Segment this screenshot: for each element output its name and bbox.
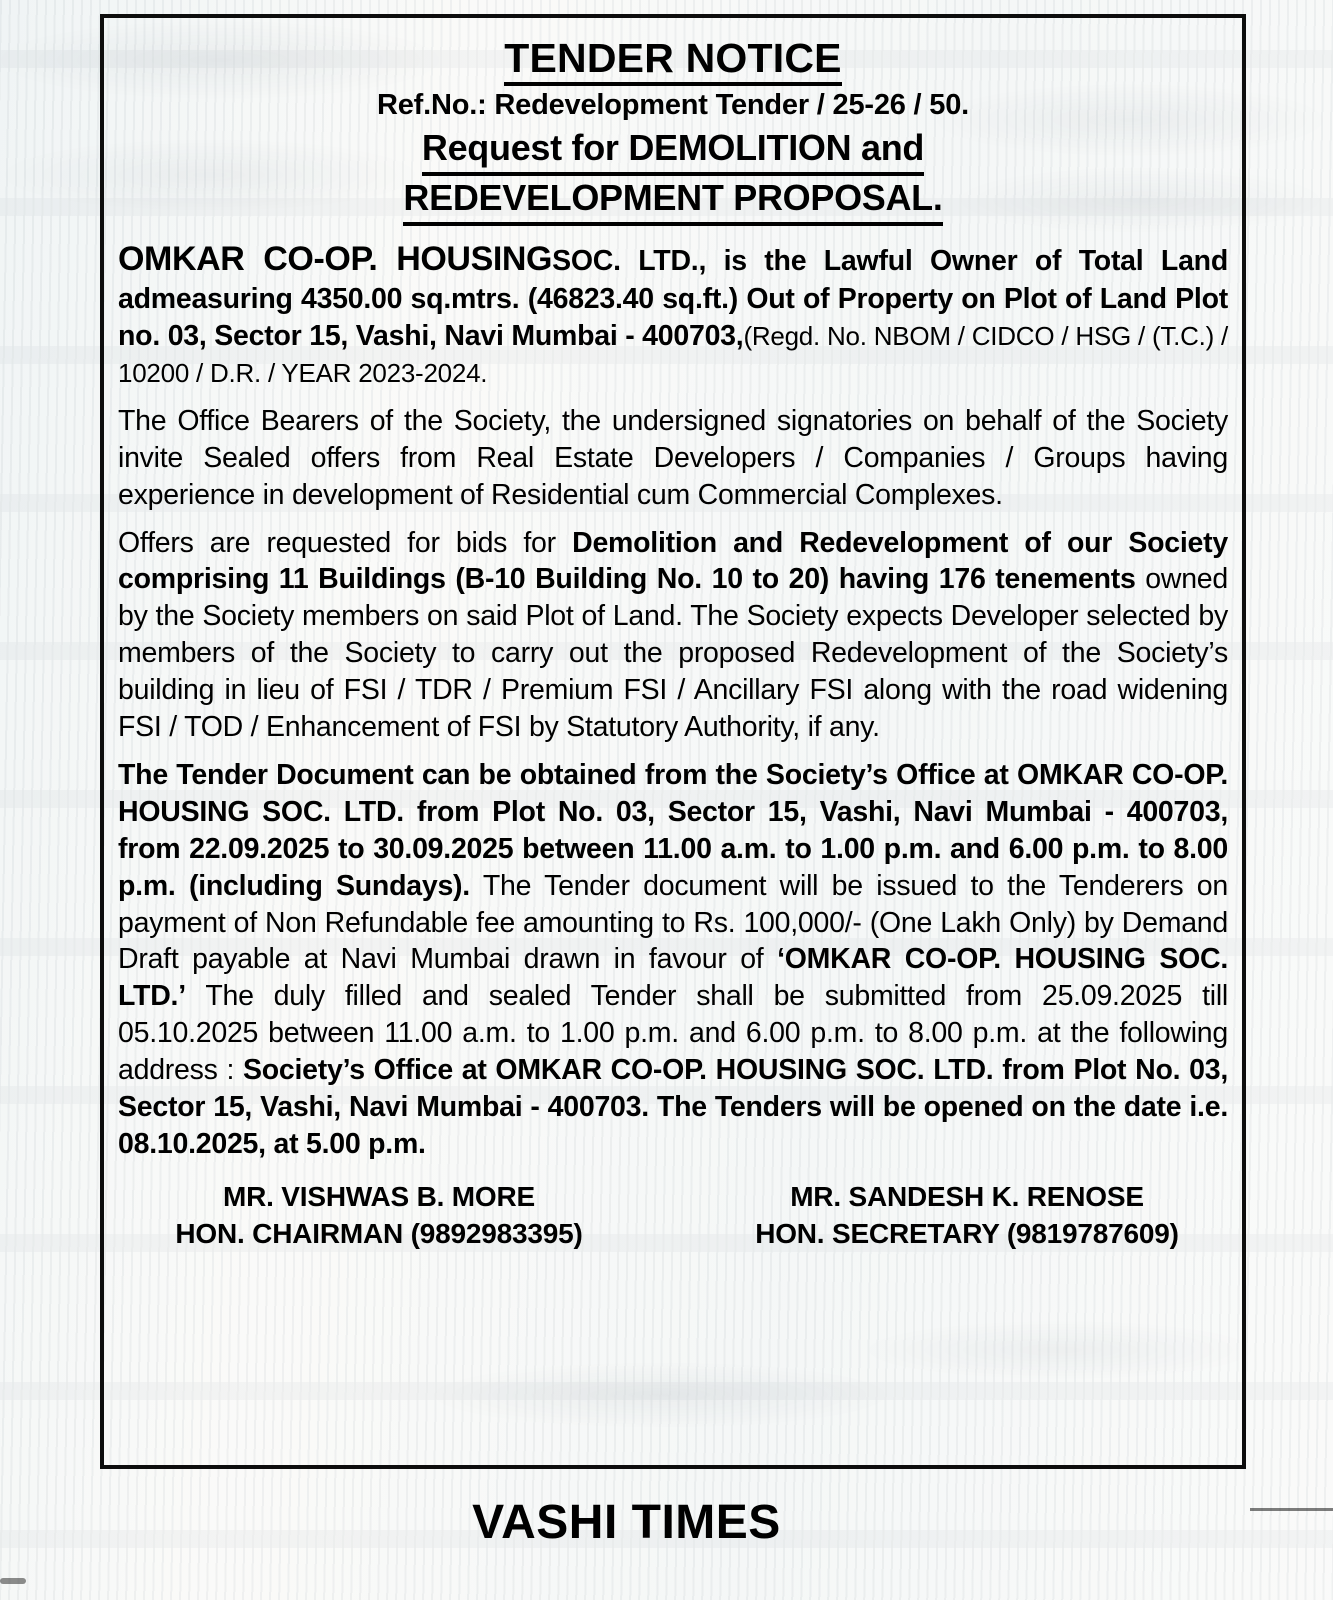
chairman-name: MR. VISHWAS B. MORE [223,1180,535,1212]
notice-subtitle-line-1: Request for DEMOLITION and [422,126,924,176]
secretary-name: MR. SANDESH K. RENOSE [790,1180,1144,1212]
tender-fee-text: The Tender document will be issued to the Tenderers on payment of Non Refundable fee amounting to Rs. 100,000/- (One Lakh Only) by Demand Draft payable at Navi Mumbai drawn in favour of [118,869,1228,976]
tender-address-opening-bold: Society’s Office at OMKAR CO-OP. HOUSING SOC. LTD. from Plot No. 03, Sector 15, Vashi, Navi Mumbai - 400703. The Tenders will be opened on the date i.e. 08.10.2025, at 5.00 p.m. [118,1054,1228,1161]
offers-paragraph [118,525,1228,746]
tender-obtain-bold: The Tender Document can be obtained from the Society’s Office at OMKAR CO-OP. HOUSING SOC. LTD. from Plot No. 03, Sector 15, Vashi, Navi Mumbai - 400703, from 22.09.2025 to 30.09.2025 between 11.00 a.m. to 1.00 p.m. and 6.00 p.m. to 8.00 p.m. (including Sundays). [118,758,1228,902]
tender-notice-body [104,18,1242,1465]
secretary-role-and-phone: HON. SECRETARY (9819787609) [755,1217,1179,1249]
society-registration-number: (Regd. No. NBOM / CIDCO / HSG / (T.C.) / 10200 / D.R. / YEAR 2023-2024. [118,320,1228,388]
tender-submission-text: The duly filled and sealed Tender shall be submitted from 25.09.2025 till 05.10.2025 between 11.00 a.m. to 1.00 p.m. and 6.00 p.m. to 8.00 p.m. at the following address : [118,980,1228,1087]
chairman-role-and-phone: HON. CHAIRMAN (9892983395) [175,1217,583,1249]
scan-corner-artifact [0,1578,26,1584]
invitation-paragraph: The Office Bearers of the Society, the undersigned signatories on behalf of the Society invite Sealed offers from Real Estate Developers / Companies / Groups having experience in development of Residential cum Commercial Complexes. [118,404,1228,511]
society-ownership-details: SOC. LTD., is the Lawful Owner of Total Land admeasuring 4350.00 sq.mtrs. (46823.40 sq.ft.) Out of Property on Plot of Land Plot no. 03, Sector 15, Vashi, Navi Mumbai - 400703, [118,245,1228,352]
notice-subtitle-line-2: REDEVELOPMENT PROPOSAL. [403,176,942,226]
notice-title [118,35,1228,81]
reference-number-line: Ref.No.: Redevelopment Tender / 25-26 / 50. [377,88,969,121]
tender-document-paragraph [118,757,1228,1163]
offers-remainder-text: owned by the Society members on said Plot of Land. The Society expects Developer selected by members of the Society to carry out the proposed Redevelopment of the Society’s building in lieu of FSI / TDR / Premium FSI / Ancillary FSI along with the road widening FSI / TOD / Enhancement of FSI by Statutory Authority, if any. [118,563,1229,744]
demand-draft-payee-bold: ‘OMKAR CO-OP. HOUSING SOC. LTD.’ [118,943,1228,1013]
tender-notice-frame [100,14,1246,1469]
offers-lead-text: Offers are requested for bids for [118,526,573,559]
owner-declaration-paragraph [118,237,1228,392]
signatory-row [118,1179,1228,1253]
publication-name: VASHI TIMES [472,1496,781,1549]
offers-scope-bold: Demolition and Redevelopment of our Society comprising 11 Buildings (B-10 Building No. 10 to 20) having 176 tenements [118,526,1228,596]
signatory-secretary [680,1179,1228,1253]
scan-edge-artifact [1250,1508,1333,1511]
notice-subtitle [118,126,1228,226]
notice-title-text: TENDER NOTICE [504,35,841,86]
society-name: OMKAR CO-OP. HOUSING [118,240,553,279]
signatory-chairman [118,1179,680,1253]
